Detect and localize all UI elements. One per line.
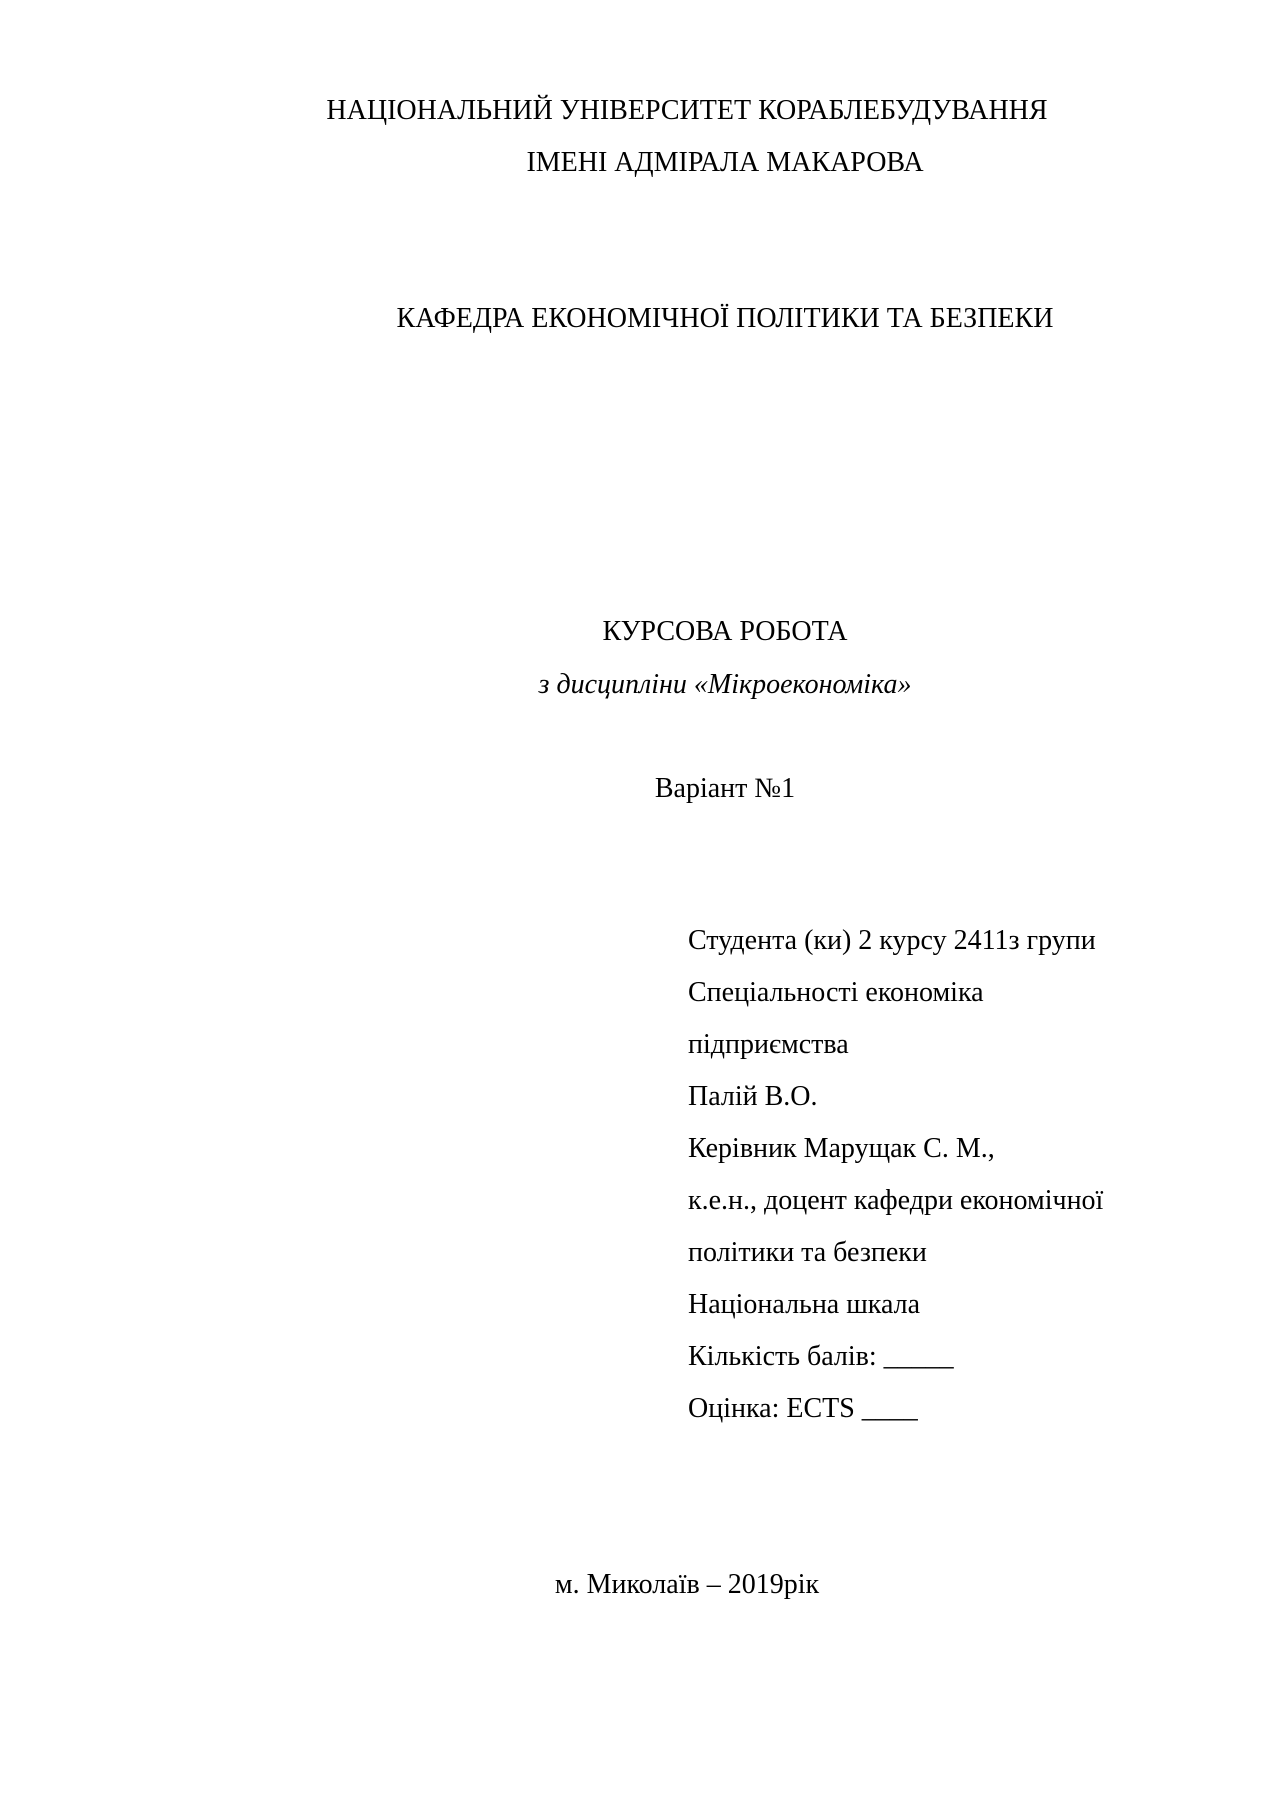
national-scale-label: Національна шкала (688, 1289, 921, 1320)
student-specialty: Спеціальності економіка (688, 977, 984, 1008)
ects-grade-field: Оцінка: ECTS ____ (688, 1393, 918, 1424)
student-info-block (688, 924, 1103, 1444)
supervisor-name: Керівник Марущак С. М., (688, 1133, 995, 1164)
university-name-line1: НАЦІОНАЛЬНИЙ УНІВЕРСИТЕТ КОРАБЛЕБУДУВАННЯ (326, 95, 1048, 126)
city-year: м. Миколаїв – 2019рік (554, 1569, 820, 1600)
student-group: Студента (ки) 2 курсу 2411з групи (688, 925, 1096, 956)
department-name: КАФЕДРА ЕКОНОМІЧНОЇ ПОЛІТИКИ ТА БЕЗПЕКИ (396, 303, 1054, 334)
student-specialty-cont: підприємства (688, 1029, 849, 1060)
supervisor-title: к.е.н., доцент кафедри економічної (688, 1185, 1104, 1216)
student-name: Палій В.О. (688, 1081, 818, 1112)
discipline-subtitle: з дисципліни «Мікроекономіка» (538, 669, 912, 700)
work-type-title: КУРСОВА РОБОТА (602, 616, 848, 647)
university-name-line2: ІМЕНІ АДМІРАЛА МАКАРОВА (526, 147, 924, 178)
variant-label: Варіант №1 (654, 773, 796, 804)
supervisor-title-cont: політики та безпеки (688, 1237, 927, 1268)
score-field: Кількість балів: _____ (688, 1341, 954, 1372)
